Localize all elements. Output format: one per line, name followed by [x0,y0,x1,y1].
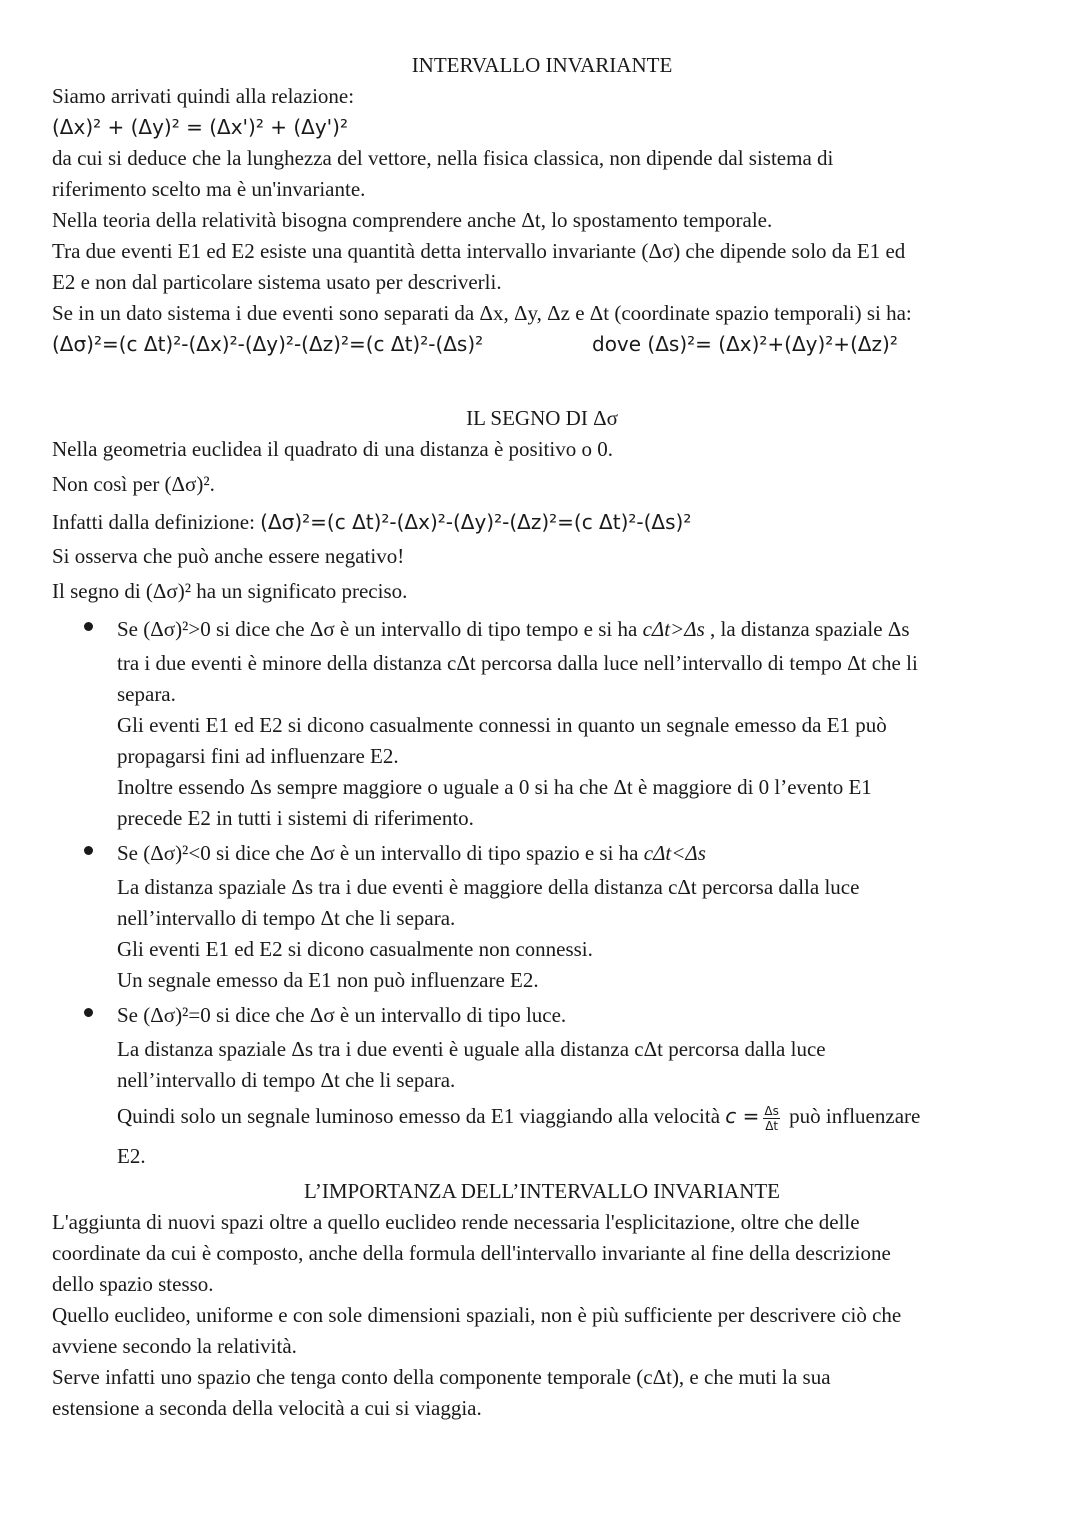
list-item-line: tra i due eventi è minore della distanza cΔt percorsa dalla luce nell’intervallo di tempo Δt che li [117,651,918,675]
paragraph: riferimento scelto ma è un'invariante. [52,177,366,201]
list-item-line [117,1096,1032,1136]
list-item-line: La distanza spaziale Δs tra i due eventi è maggiore della distanza cΔt percorsa dalla luce [117,875,860,899]
list-item-text: Se (Δσ)²<0 si dice che Δσ è un intervallo di tipo spazio e si ha [117,841,644,865]
fraction-denominator: Δt [765,1118,779,1133]
paragraph: Serve infatti uno spazio che tenga conto della componente temporale (cΔt), e che muti la sua [52,1365,831,1389]
section-title-segno: IL SEGNO DI Δσ [466,406,618,430]
list-item-line: Se (Δσ)²=0 si dice che Δσ è un intervallo di tipo luce. [117,1003,567,1027]
list-item-line: La distanza spaziale Δs tra i due eventi è uguale alla distanza cΔt percorsa dalla luce [117,1037,826,1061]
bullet-icon [84,622,93,631]
paragraph [52,465,1032,503]
fraction [763,1104,779,1133]
paragraph: L'aggiunta di nuovi spazi oltre a quello euclideo rende necessaria l'esplicitazione, oltre che delle [52,1210,860,1234]
paragraph: Se in un dato sistema i due eventi sono separati da Δx, Δy, Δz e Δt (coordinate spazio temporali) si ha: [52,301,912,325]
equation-interval-definition: (Δσ)²=(c Δt)²-(Δx)²-(Δy)²-(Δz)²=(c Δt)²-(Δs)² [52,332,484,356]
paragraph: Tra due eventi E1 ed E2 esiste una quantità detta intervallo invariante (Δσ) che dipende solo da E1 ed [52,239,906,263]
paragraph: Quello euclideo, uniforme e con sole dimensioni spaziali, non è più sufficiente per descrivere ciò che [52,1303,902,1327]
paragraph: dello spazio stesso. [52,1272,214,1296]
list-item-lightlike [52,996,1032,1176]
inline-math: cΔt<Δs [643,841,706,865]
list-item-text: , la distanza spaziale Δs [704,617,910,641]
paragraph: da cui si deduce che la lunghezza del vettore, nella fisica classica, non dipende dal sistema di [52,146,834,170]
list-item-line [117,834,1032,872]
section-spacer [52,369,1032,403]
inline-math: c = [725,1104,760,1128]
section-title-importanza: L’IMPORTANZA DELL’INTERVALLO INVARIANTE [303,1179,781,1203]
paragraph: Si osserva che può anche essere negativo! [52,544,405,568]
paragraph: avviene secondo la relatività. [52,1334,297,1358]
list-item-line: separa. [117,682,176,706]
list-item-text: Quindi solo un segnale luminoso emesso da E1 viaggiando alla velocità [117,1104,726,1128]
inline-math: cΔt>Δs [642,617,705,641]
paragraph-text: Non così per (Δσ)². [52,472,215,496]
equation-interval-definition-inline: (Δσ)²=(c Δt)²-(Δx)²-(Δy)²-(Δz)²=(c Δt)²-(Δs)² [260,510,692,534]
list-item-line: E2. [117,1144,146,1168]
paragraph: E2 e non dal particolare sistema usato per descriverli. [52,270,502,294]
paragraph: Nella teoria della relatività bisogna comprendere anche Δt, lo spostamento temporale. [52,208,773,232]
paragraph: estensione a seconda della velocità a cui si viaggia. [52,1396,482,1420]
list-item-timelike [52,610,1032,834]
bullet-icon [84,1008,93,1017]
paragraph: Il segno di (Δσ)² ha un significato preciso. [52,579,408,603]
bullet-icon [84,846,93,855]
paragraph: coordinate da cui è composto, anche della formula dell'intervallo invariante al fine della descrizione [52,1241,891,1265]
document-page [52,50,1032,1424]
equation-interval-definition-row [52,329,1032,369]
list-item-line: precede E2 in tutti i sistemi di riferimento. [117,806,474,830]
list-item-line: Gli eventi E1 ed E2 si dicono casualmente connessi in quanto un segnale emesso da E1 può [117,713,887,737]
section-title-intervallo-invariante: INTERVALLO INVARIANTE [411,53,673,77]
equation-delta-s-definition: dove (Δs)²= (Δx)²+(Δy)²+(Δz)² [592,332,898,356]
list-item-line [117,610,1032,648]
list-item-text: Se (Δσ)²>0 si dice che Δσ è un intervallo di tipo tempo e si ha [117,617,643,641]
list-item-line: nell’intervallo di tempo Δt che li separa. [117,906,456,930]
list-item-spacelike [52,834,1032,996]
fraction-numerator: Δs [764,1103,779,1118]
equation-classical-invariance: (Δx)² + (Δy)² = (Δx')² + (Δy')² [52,115,348,139]
list-item-line: Un segnale emesso da E1 non può influenzare E2. [117,968,539,992]
paragraph-text: Infatti dalla definizione: [52,510,261,534]
list-item-line: nell’intervallo di tempo Δt che li separa. [117,1068,456,1092]
paragraph: Nella geometria euclidea il quadrato di una distanza è positivo o 0. [52,437,613,461]
bullet-list [52,610,1032,1176]
list-item-line: propagarsi fini ad influenzare E2. [117,744,399,768]
paragraph-with-equation [52,503,1032,541]
list-item-text: può influenzare [783,1104,921,1128]
paragraph: Siamo arrivati quindi alla relazione: [52,84,355,108]
list-item-line: Inoltre essendo Δs sempre maggiore o uguale a 0 si ha che Δt è maggiore di 0 l’evento E1 [117,775,872,799]
list-item-line: Gli eventi E1 ed E2 si dicono casualmente non connessi. [117,937,593,961]
